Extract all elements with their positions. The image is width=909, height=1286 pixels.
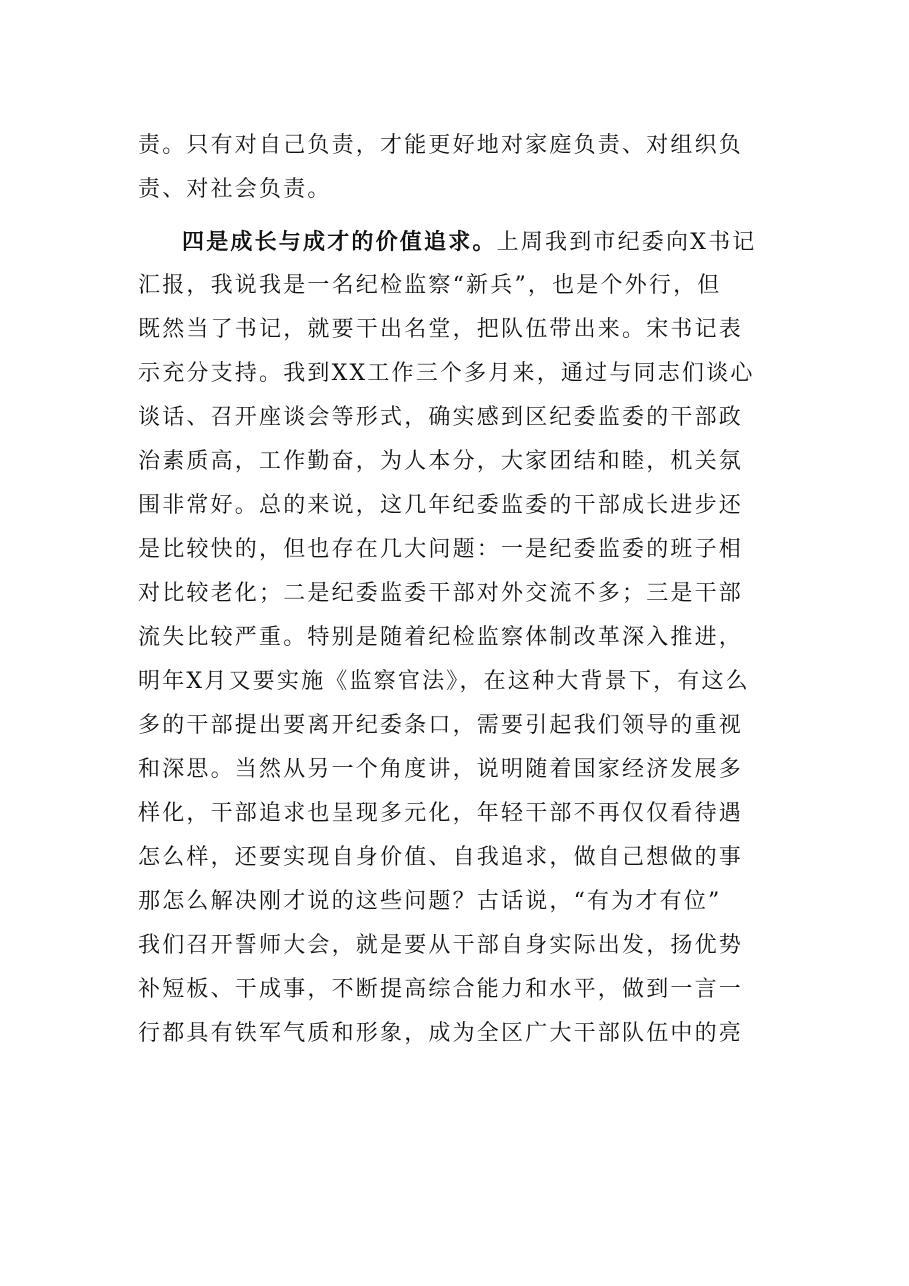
text-line: 示充分支持。我到XX工作三个多月来，通过与同志们谈心 bbox=[138, 361, 755, 386]
text-line: 汇报，我说我是一名纪检监察“新兵”，也是个外行，但 bbox=[138, 273, 722, 298]
text-line: 明年X月又要实施《监察官法》，在这种大背景下，有这么 bbox=[138, 669, 750, 694]
text-line: 行都具有铁军气质和形象，成为全区广大干部队伍中的亮 bbox=[138, 1021, 744, 1046]
text-line: 我们召开誓师大会，就是要从干部自身实际出发，扬优势 bbox=[138, 933, 744, 958]
text-line-first bbox=[138, 220, 778, 264]
text-line: 补短板、干成事，不断提高综合能力和水平，做到一言一 bbox=[138, 977, 744, 1002]
text-line: 对比较老化；二是纪委监委干部对外交流不多；三是干部 bbox=[138, 581, 744, 606]
text-line: 治素质高，工作勤奋，为人本分，大家团结和睦，机关氛 bbox=[138, 449, 744, 474]
text-line: 那怎么解决刚才说的这些问题？古话说，“有为才有位” bbox=[138, 889, 722, 914]
section-heading: 四是成长与成才的价值追求。 bbox=[182, 229, 497, 255]
paragraph-continuation bbox=[138, 124, 778, 212]
text-line: 责。只有对自己负责，才能更好地对家庭负责、对组织负 bbox=[138, 133, 744, 158]
text-line: 多的干部提出要离开纪委条口，需要引起我们领导的重视 bbox=[138, 713, 744, 738]
text-line: 是比较快的，但也存在几大问题：一是纪委监委的班子相 bbox=[138, 537, 744, 562]
first-line-text: 上周我到市纪委向X书记 bbox=[496, 230, 757, 255]
text-line: 既然当了书记，就要干出名堂，把队伍带出来。宋书记表 bbox=[138, 317, 744, 342]
text-line: 围非常好。总的来说，这几年纪委监委的干部成长进步还 bbox=[138, 493, 744, 518]
text-line: 和深思。当然从另一个角度讲，说明随着国家经济发展多 bbox=[138, 757, 744, 782]
paragraph-growth-value bbox=[138, 220, 778, 1056]
text-line: 流失比较严重。特别是随着纪检监察体制改革深入推进， bbox=[138, 625, 744, 650]
text-line: 谈话、召开座谈会等形式，确实感到区纪委监委的干部政 bbox=[138, 405, 744, 430]
text-line: 怎么样，还要实现自身价值、自我追求，做自己想做的事 bbox=[138, 845, 744, 870]
text-line: 责、对社会负责。 bbox=[138, 177, 332, 202]
text-line: 样化，干部追求也呈现多元化，年轻干部不再仅仅看待遇 bbox=[138, 801, 744, 826]
